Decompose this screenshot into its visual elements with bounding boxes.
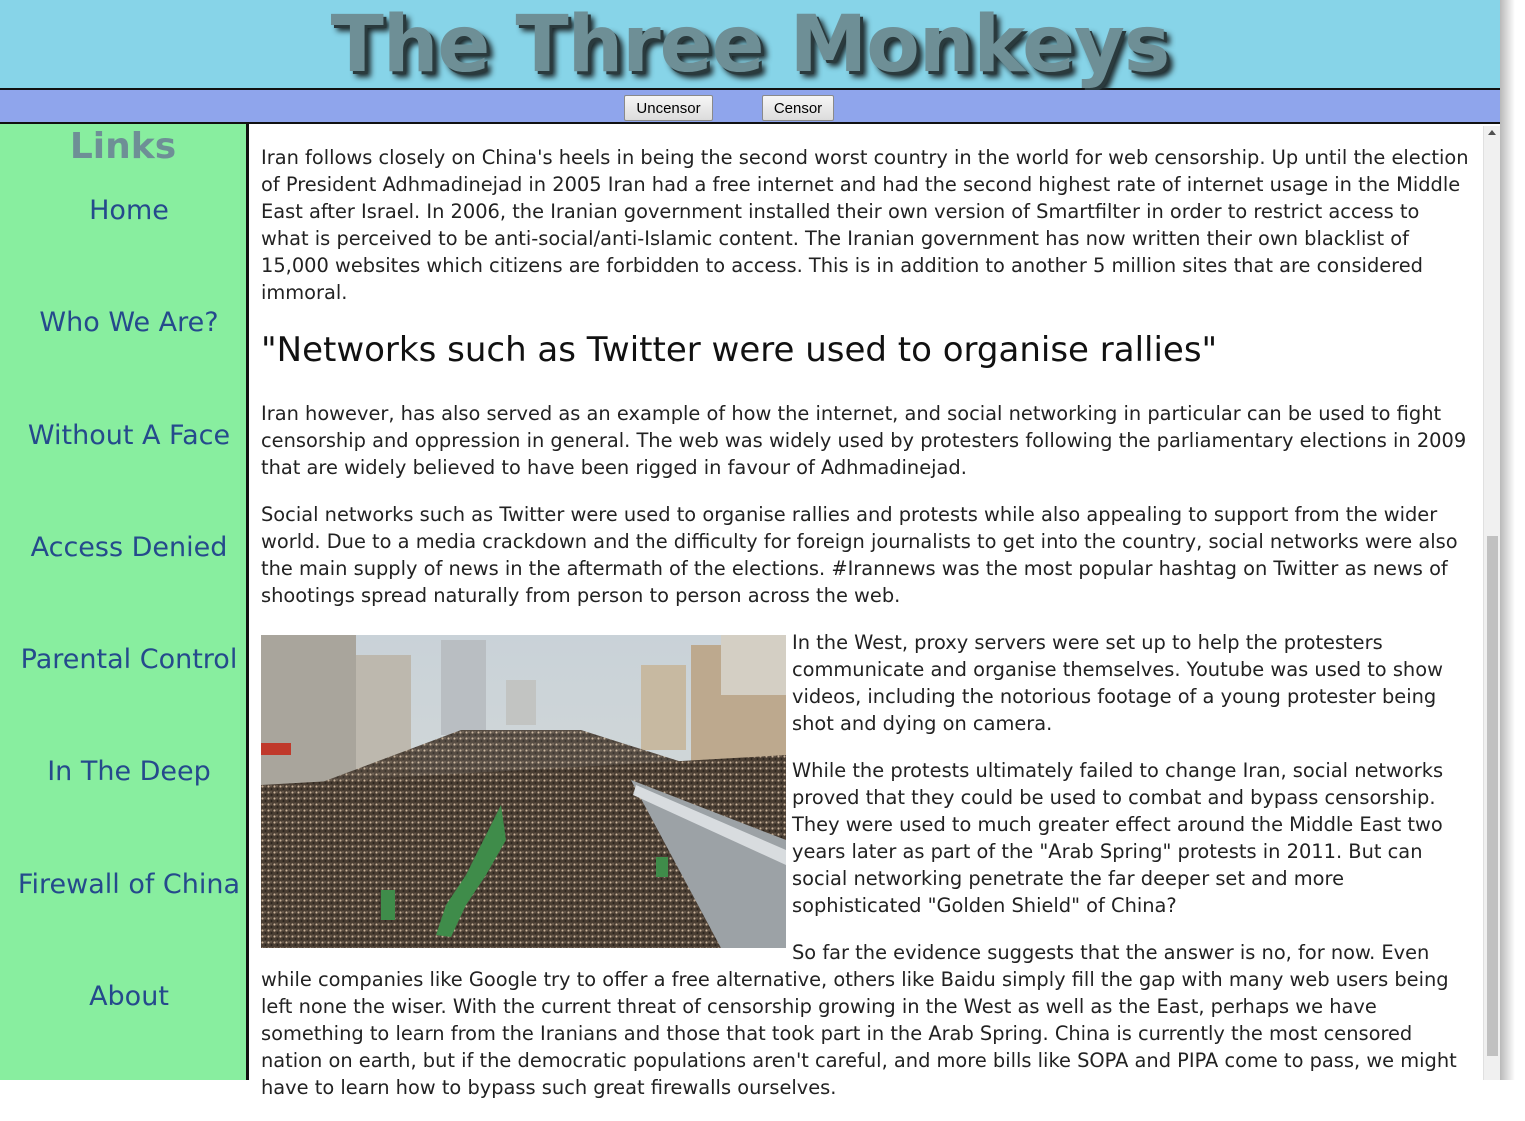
paragraph-iran-censorship: Iran follows closely on China's heels in being the second worst country in the world for web censorship. Up until the election of President Adhmadinejad in 2005 Iran had a free internet and had the second highest rate of internet usage in the Middle East after Israel. In 2006, the Iranian government installed their own version of Smartfilter in order to restrict access to what is perceived to be anti-social/anti-Islamic content. The Iranian government has now written their own blacklist of 15,000 websites which citizens are forbidden to access. This is in addition to another 5 million sites that are considered immoral. (261, 146, 1469, 304)
links-heading: Links (69, 126, 177, 167)
sidebar-item-access-denied[interactable]: Access Denied (30, 532, 228, 563)
uncensor-button[interactable]: Uncensor (624, 95, 713, 121)
site-title: The Three Monkeys (330, 0, 1170, 90)
protest-crowd-image (261, 635, 786, 948)
paragraph-arab-spring: While the protests ultimately failed to change Iran, social networks proved that they could be used to combat and bypass censorship. They were used to much greater effect around the Middle East two years later as part of the "Arab Spring" protests in 2011. But can social networking penetrate the far deeper set and more sophisticated "Golden Shield" of China? (792, 759, 1444, 917)
sidebar-item-home[interactable]: Home (89, 195, 169, 226)
scroll-up-arrow-icon[interactable] (1488, 130, 1496, 135)
scrollbar-thumb[interactable] (1487, 536, 1498, 1056)
sidebar-item-in-the-deep[interactable]: In The Deep (47, 756, 211, 787)
content-scrollbar[interactable] (1483, 126, 1500, 1080)
article-content (249, 126, 1483, 1099)
paragraph-iran-protests: Iran however, has also served as an example of how the internet, and social networking in particular can be used to fight censorship and oppression in general. The web was widely used by protesters following the parliamentary elections in 2009 that are widely believed to have been rigged in favour of Adhmadinejad. (261, 402, 1467, 479)
paragraph-proxy-servers: In the West, proxy servers were set up to help the protesters communicate and organise themselves. Youtube was used to show videos, including the notorious footage of a young protester being shot and dying on camera. (792, 631, 1443, 735)
censor-button[interactable]: Censor (762, 95, 834, 121)
window-edge (1500, 0, 1525, 1080)
article-body (261, 144, 1471, 1121)
site-header (0, 0, 1500, 90)
sidebar-links (0, 124, 249, 1080)
sidebar-item-who-we-are[interactable]: Who We Are? (39, 307, 219, 338)
censor-toolbar (0, 90, 1500, 124)
pull-quote-heading: "Networks such as Twitter were used to organise rallies" (261, 330, 1218, 370)
sidebar-item-without-a-face[interactable]: Without A Face (27, 420, 231, 451)
protest-crowd-photo (261, 635, 786, 948)
sidebar-item-about[interactable]: About (89, 981, 169, 1012)
sidebar-item-firewall-of-china[interactable]: Firewall of China (17, 869, 241, 900)
paragraph-conclusion: So far the evidence suggests that the answer is no, for now. Even while companies like Google try to offer a free alternative, others like Baidu simply fill the gap with many web users being left none the wiser. With the current threat of censorship growing in the West as well as the East, perhaps we have something to learn from the Iranians and those that took part in the Arab Spring. China is currently the most censored nation on earth, but if the democratic populations aren't careful, and more bills like SOPA and PIPA come to pass, we might have to learn how to bypass such great firewalls ourselves. (261, 941, 1457, 1099)
sidebar-item-parental-control[interactable]: Parental Control (20, 644, 238, 675)
paragraph-social-networks: Social networks such as Twitter were used to organise rallies and protests while also appealing to support from the wider world. Due to a media crackdown and the difficulty for foreign journalists to get into the country, social networks were also the main supply of news in the aftermath of the elections. #Irannews was the most popular hashtag on Twitter as news of shootings spread naturally from person to person across the web. (261, 503, 1458, 607)
